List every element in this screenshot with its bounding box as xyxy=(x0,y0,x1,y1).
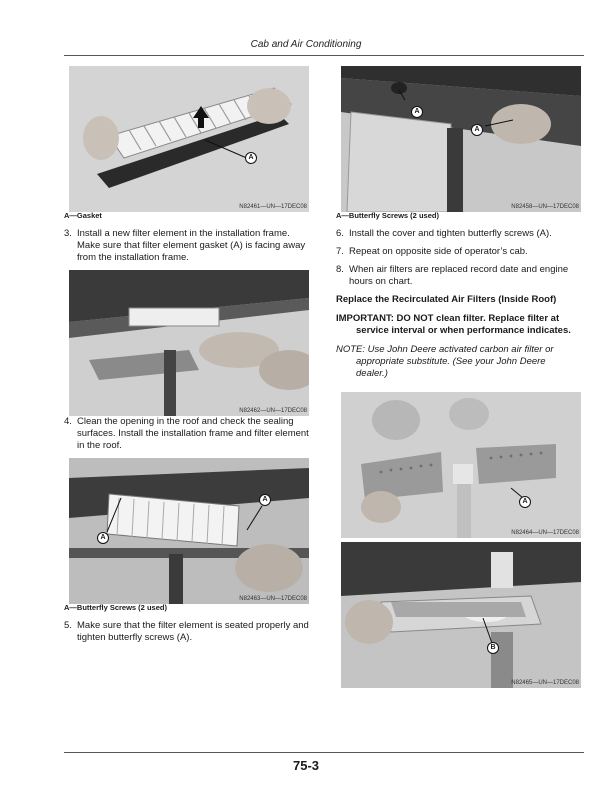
header-rule xyxy=(64,55,584,56)
photo-remove-filter xyxy=(341,542,581,688)
callout-a: A xyxy=(97,532,109,544)
figure-caption: A—Butterfly Screws (2 used) xyxy=(336,211,439,220)
page-header-title: Cab and Air Conditioning xyxy=(250,39,362,50)
step-5 xyxy=(64,620,312,644)
photo-headliner xyxy=(341,392,581,538)
step-text: Make sure that the filter element is seated properly and tighten butterfly screws (A). xyxy=(77,620,309,643)
step-7 xyxy=(336,246,586,258)
step-text: Install a new filter element in the installation frame. Make sure that filter element gasket (A) is facing away from the installation frame. xyxy=(77,228,306,263)
figure-id: N82461—UN—17DEC08 xyxy=(239,204,307,210)
section-heading: Replace the Recirculated Air Filters (Inside Roof) xyxy=(336,294,557,305)
step-number: 8. xyxy=(336,264,344,275)
step-text: Repeat on opposite side of operator’s cab. xyxy=(349,246,528,257)
step-text: Clean the opening in the roof and check the sealing surfaces. Install the installation frame and filter element in the roof. xyxy=(77,416,309,451)
figure-id: N82458—UN—17DEC08 xyxy=(511,204,579,210)
step-number: 7. xyxy=(336,246,344,257)
step-number: 5. xyxy=(64,620,72,631)
note xyxy=(336,344,586,380)
callout-a: A xyxy=(471,124,483,136)
callout-a: A xyxy=(259,494,271,506)
figure-id: N82462—UN—17DEC08 xyxy=(239,408,307,414)
step-6 xyxy=(336,228,586,240)
step-4 xyxy=(64,416,312,452)
callout-a: A xyxy=(245,152,257,164)
figure-id: N82463—UN—17DEC08 xyxy=(239,596,307,602)
figure-id: N82464—UN—17DEC08 xyxy=(511,530,579,536)
figure-remove-filter xyxy=(341,542,581,688)
figure-id: N82465—UN—17DEC08 xyxy=(511,680,579,686)
photo-filter-gasket xyxy=(69,66,309,212)
photo-cover-screws xyxy=(341,66,581,212)
callout-a: A xyxy=(519,496,531,508)
important-line-2: service interval or when performance indicates. xyxy=(356,325,571,336)
figure-roof-opening xyxy=(69,270,309,416)
important-notice xyxy=(336,313,586,337)
photo-filter-installed xyxy=(69,458,309,604)
page-number: 75-3 xyxy=(292,758,320,773)
note-line-2: appropriate substitute. (See your John Deere xyxy=(356,356,546,367)
figure-cover-screws xyxy=(341,66,581,212)
figure-caption: A—Butterfly Screws (2 used) xyxy=(64,603,167,612)
footer-rule xyxy=(64,752,584,753)
step-3 xyxy=(64,228,312,264)
note-line-3: dealer.) xyxy=(356,368,388,379)
step-text: Install the cover and tighten butterfly screws (A). xyxy=(349,228,552,239)
figure-headliner xyxy=(341,392,581,538)
step-number: 3. xyxy=(64,228,72,239)
step-text: When air filters are replaced record date and engine hours on chart. xyxy=(349,264,569,287)
photo-roof-opening xyxy=(69,270,309,416)
figure-filter-gasket xyxy=(69,66,309,212)
note-line-1: NOTE: Use John Deere activated carbon air filter or xyxy=(336,344,554,355)
callout-a: A xyxy=(411,106,423,118)
figure-caption: A—Gasket xyxy=(64,211,102,220)
important-line-1: IMPORTANT: DO NOT clean filter. Replace filter at xyxy=(336,313,560,324)
step-8 xyxy=(336,264,586,288)
step-number: 6. xyxy=(336,228,344,239)
step-number: 4. xyxy=(64,416,72,427)
callout-b: B xyxy=(487,642,499,654)
figure-filter-installed xyxy=(69,458,309,604)
